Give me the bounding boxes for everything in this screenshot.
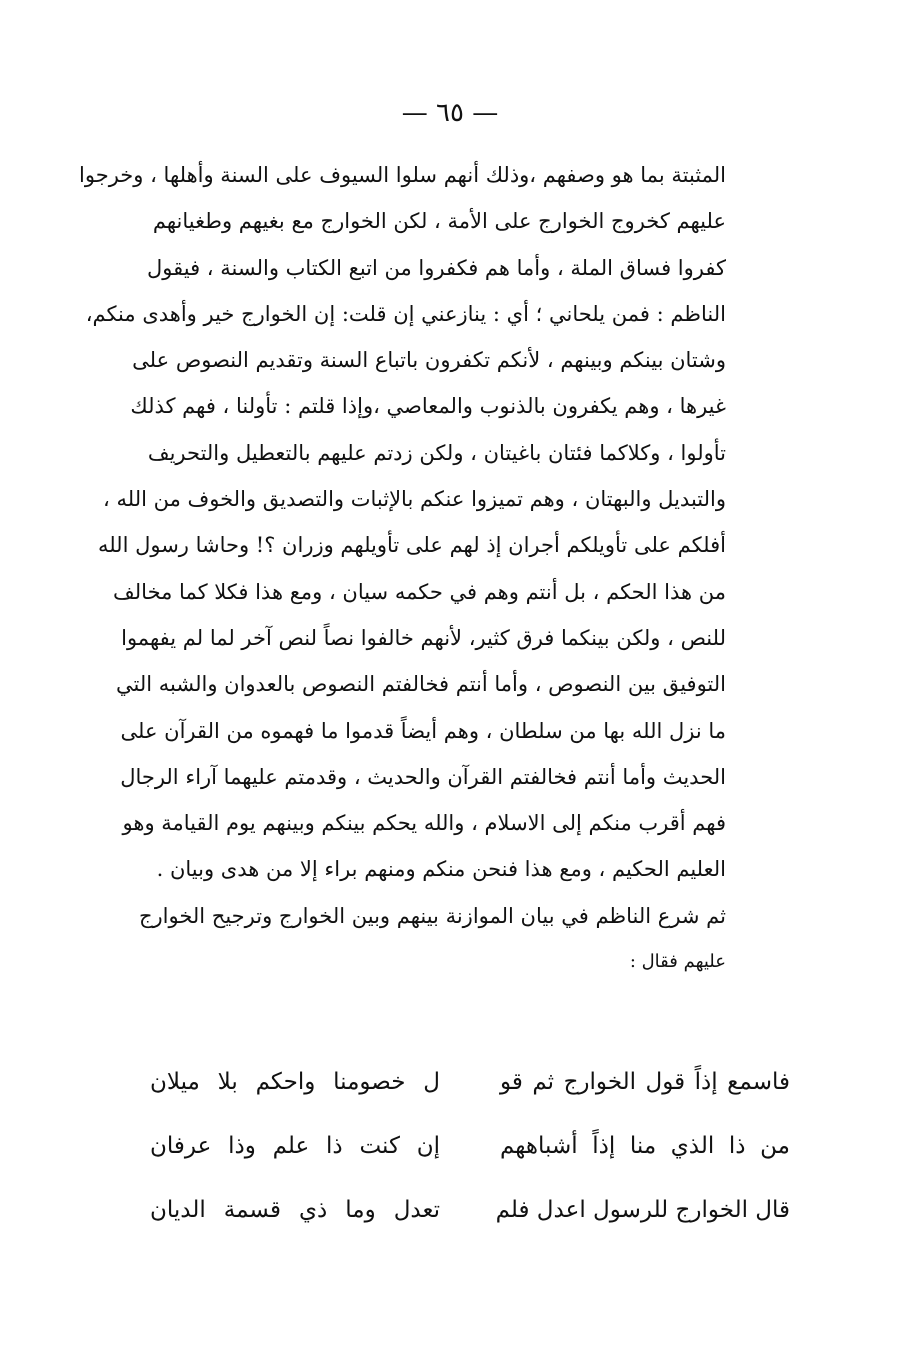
text-line: ما نزل الله بها من سلطان ، وهم أيضاً قدموا ما فهموه من القرآن على bbox=[120, 718, 726, 743]
text-line: أفلكم على تأويلكم أجران إذ لهم على تأويلهم وزران ؟! وحاشا رسول الله bbox=[97, 533, 726, 558]
text-line: عليهم فقال : bbox=[629, 951, 726, 973]
text-line: العليم الحكيم ، ومع هذا فنحن منكم ومنهم براء إلا من هدى وبيان . bbox=[156, 857, 726, 882]
verse-first-hemistich: من ذا الذي منا إذاً أشباههم bbox=[500, 1133, 790, 1159]
verse-second-hemistich: ل خصومنا واحكم بلا ميلان bbox=[150, 1069, 440, 1095]
text-line: الناظم : فمن يلحاني ؛ أي : ينازعني إن قلت: إن الخوارج خير وأهدى منكم، bbox=[85, 301, 726, 326]
poem-verse bbox=[150, 1114, 790, 1178]
text-line: فهم أقرب منكم إلى الاسلام ، والله يحكم بينكم وبينهم يوم القيامة وهو bbox=[122, 811, 726, 836]
verse-second-hemistich: إن كنت ذا علم وذا عرفان bbox=[150, 1133, 440, 1159]
text-line: كفروا فساق الملة ، وأما هم فكفروا من اتبع الكتاب والسنة ، فيقول bbox=[147, 255, 726, 280]
text-line: وشتان بينكم وبينهم ، لأنكم تكفرون باتباع السنة وتقديم النصوص على bbox=[132, 348, 726, 373]
text-line: غيرها ، وهم يكفرون بالذنوب والمعاصي ،وإذا قلتم : تأولنا ، فهم كذلك bbox=[130, 394, 726, 419]
verse-second-hemistich: تعدل وما ذي قسمة الديان bbox=[150, 1197, 440, 1223]
body-text bbox=[79, 152, 726, 985]
text-line: المثبتة بما هو وصفهم ،وذلك أنهم سلوا السيوف على السنة وأهلها ، وخرجوا bbox=[79, 163, 726, 187]
verse-first-hemistich: فاسمع إذاً قول الخوارج ثم قو bbox=[500, 1069, 790, 1095]
text-line: للنص ، ولكن بينكما فرق كثير، لأنهم خالفوا نصاً لنص آخر لما لم يفهموا bbox=[121, 625, 726, 650]
text-line: عليهم كخروج الخوارج على الأمة ، لكن الخوارج مع بغيهم وطغيانهم bbox=[152, 209, 726, 234]
text-line: الحديث وأما أنتم فخالفتم القرآن والحديث ، وقدمتم عليهما آراء الرجال bbox=[120, 764, 726, 789]
poem bbox=[150, 1050, 790, 1242]
text-line: من هذا الحكم ، بل أنتم وهم في حكمه سيان ، ومع هذا فكلا كما مخالف bbox=[113, 579, 726, 604]
text-line: ثم شرع الناظم في بيان الموازنة بينهم وبين الخوارج وترجيح الخوارج bbox=[138, 903, 726, 928]
page-number: — ٦٥ — bbox=[401, 98, 499, 128]
poem-verse bbox=[150, 1178, 790, 1242]
verse-first-hemistich: قال الخوارج للرسول اعدل فلم bbox=[495, 1197, 790, 1223]
text-line: تأولوا ، وكلاكما فئتان باغيتان ، ولكن زدتم عليهم بالتعطيل والتحريف bbox=[147, 440, 726, 465]
poem-verse bbox=[150, 1050, 790, 1114]
text-line: والتبديل والبهتان ، وهم تميزوا عنكم بالإثبات والتصديق والخوف من الله ، bbox=[103, 487, 726, 512]
text-line: التوفيق بين النصوص ، وأما أنتم فخالفتم النصوص بالعدوان والشبه التي bbox=[116, 672, 726, 697]
